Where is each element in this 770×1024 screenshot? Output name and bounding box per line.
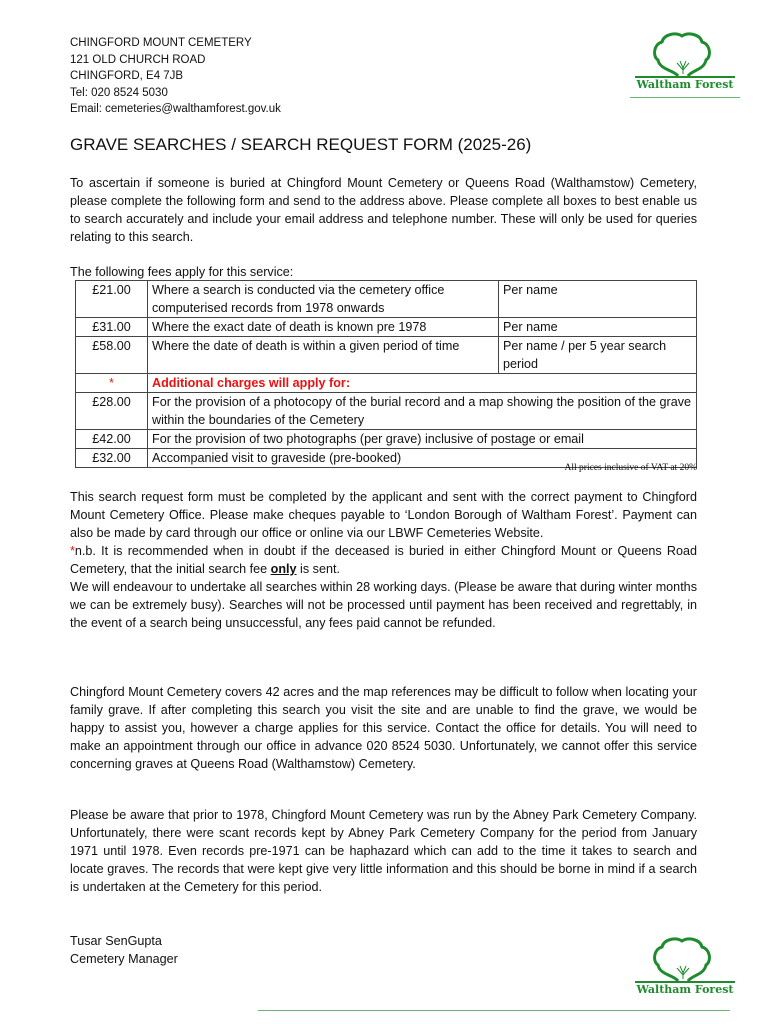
waltham-forest-logo (630, 30, 740, 98)
signatory-name: Tusar SenGupta (70, 934, 162, 948)
logo-name: Waltham Forest (636, 78, 734, 91)
fees-table (75, 280, 697, 468)
address-line: CHINGFORD, E4 7JB (70, 70, 184, 82)
table-row (76, 430, 697, 449)
signature (70, 932, 697, 968)
fee-description: Accompanied visit to graveside (pre-booked) (148, 449, 697, 468)
cemetery-address (70, 35, 281, 118)
fees-intro: The following fees apply for this service: (70, 265, 294, 279)
address-line: Email: cemeteries@walthamforest.gov.uk (70, 103, 281, 115)
payment-section (70, 488, 697, 632)
payment-paragraph: This search request form must be completed by the applicant and sent with the correct payment to Chingford Mount Cemetery Office. Please make cheques payable to ‘London Borough of Waltham Forest’. Payment can also be made by card through our office or online via our LBWF Cemeteries Website. (70, 490, 697, 540)
vat-note: All prices inclusive of VAT at 20% (564, 463, 697, 473)
fee-amount: £58.00 (76, 337, 148, 374)
tree-icon (630, 935, 740, 985)
fee-description: For the provision of a photocopy of the burial record and a map showing the position of the grave within the boundaries of the Cemetery (148, 393, 697, 430)
divider (258, 1010, 730, 1011)
table-row (76, 337, 697, 374)
table-row (76, 318, 697, 337)
table-row (76, 393, 697, 430)
fee-description: For the provision of two photographs (per grave) inclusive of postage or email (148, 430, 697, 449)
fee-unit: Per name / per 5 year search period (499, 337, 697, 374)
fee-description: Where a search is conducted via the cemetery office computerised records from 1978 onwards (148, 281, 499, 318)
fee-amount: £21.00 (76, 281, 148, 318)
fee-unit: Per name (499, 318, 697, 337)
fee-description: Where the exact date of death is known pre 1978 (148, 318, 499, 337)
nb-text-end: is sent. (296, 562, 340, 576)
fee-description: Where the date of death is within a given period of time (148, 337, 499, 374)
additional-charges-heading: Additional charges will apply for: (148, 374, 697, 393)
nb-emphasis: only (270, 562, 297, 576)
fee-amount: £31.00 (76, 318, 148, 337)
fee-amount: * (76, 374, 148, 393)
tree-icon (630, 30, 740, 80)
visit-paragraph: Chingford Mount Cemetery covers 42 acres and the map references may be difficult to follow when locating your family grave. If after completing this search you visit the site and are unable to find the grave, we would be happy to assist you, however a charge applies for this service. Contact the office for details. You will need to make an appointment through our office in advance 020 8524 5030. Unfortunately, we cannot offer this service concerning graves at Queens Road (Walthamstow) Cemetery. (70, 685, 697, 771)
divider (630, 97, 740, 98)
fee-unit: Per name (499, 281, 697, 318)
table-row (76, 281, 697, 318)
address-line: CHINGFORD MOUNT CEMETERY (70, 37, 252, 49)
nb-paragraph (70, 542, 697, 578)
history-paragraph: Please be aware that prior to 1978, Chingford Mount Cemetery was run by the Abney Park Cemetery Company. Unfortunately, there were scant records kept by Abney Park Cemetery Company for the period from January 1971 until 1978. Even records pre-1971 can be haphazard which can add to the time it takes to search and locate graves. The records that were kept give very little information and this should be borne in mind if a search is undertaken at the Cemetery for this period. (70, 808, 697, 894)
processing-paragraph: We will endeavour to undertake all searches within 28 working days. (Please be aware that during winter months we can be extremely busy). Searches will not be processed until payment has been received and regrettably, in the event of a search being unsuccessful, any fees paid cannot be refunded. (70, 580, 697, 630)
logo-name: Waltham Forest (636, 983, 734, 996)
fee-amount: £42.00 (76, 430, 148, 449)
waltham-forest-logo-footer (630, 935, 740, 996)
table-row (76, 374, 697, 393)
signatory-role: Cemetery Manager (70, 952, 178, 966)
fee-amount: £28.00 (76, 393, 148, 430)
fee-amount: £32.00 (76, 449, 148, 468)
intro-paragraph: To ascertain if someone is buried at Chingford Mount Cemetery or Queens Road (Walthamstow) Cemetery, please complete the following form and send to the address above. Please complete all boxes to best enable us to search accurately and include your email address and telephone number. These will only be used for queries relating to this search. (70, 176, 697, 244)
nb-text: n.b. It is recommended when in doubt if the deceased is buried in either Chingford Mount or Queens Road Cemetery, that the initial search fee (70, 544, 697, 576)
asterisk: * (70, 544, 75, 558)
address-line: Tel: 020 8524 5030 (70, 86, 168, 99)
page-title: GRAVE SEARCHES / SEARCH REQUEST FORM (2025-26) (70, 135, 532, 154)
address-line: 121 OLD CHURCH ROAD (70, 53, 206, 66)
